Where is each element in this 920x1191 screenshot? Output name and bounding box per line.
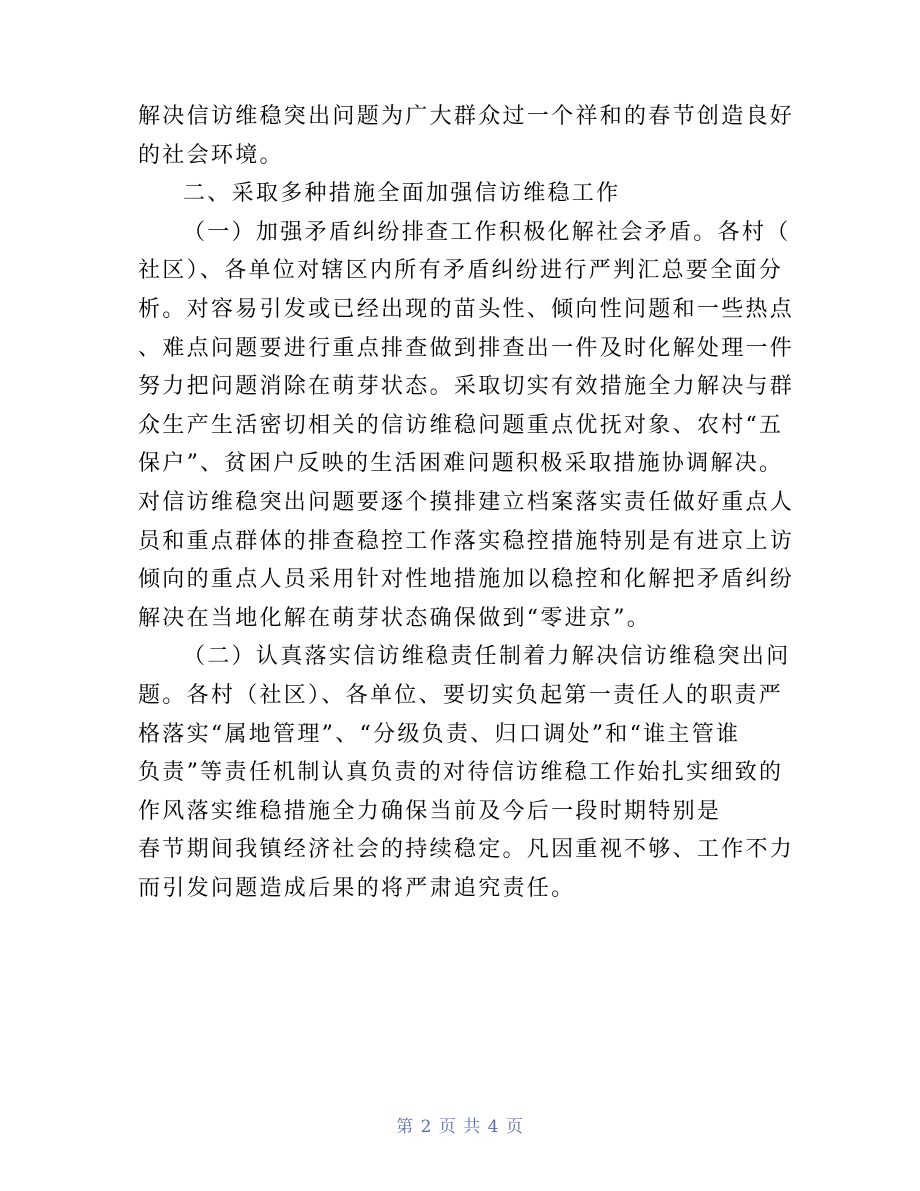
text-line: 保户”、贫困户反映的生活困难问题积极采取措施协调解决。: [138, 451, 784, 477]
text-line: 员和重点群体的排查稳控工作落实稳控措施特别是有进京上访: [138, 528, 795, 554]
document-body: [138, 98, 798, 908]
text-line: 解决信访维稳突出问题为广大群众过一个祥和的春节创造良好: [138, 104, 795, 129]
text-line: 努力把问题消除在萌芽状态。采取切实有效措施全力解决与群: [138, 374, 795, 400]
text-line: 对信访维稳突出问题要逐个摸排建立档案落实责任做好重点人: [138, 489, 795, 515]
text-line: 解决在当地化解在萌芽状态确保做到“零进京”。: [138, 605, 652, 631]
text-line: 春节期间我镇经济社会的持续稳定。凡因重视不够、工作不力: [138, 837, 795, 863]
text-line: 众生产生活密切相关的信访维稳问题重点优抚对象、农村“五: [138, 412, 784, 438]
text-line: 的社会环境。: [138, 142, 284, 168]
text-line: 析。对容易引发或已经出现的苗头性、倾向性问题和一些热点: [138, 296, 795, 322]
text-line: 、难点问题要进行重点排查做到排查出一件及时化解处理一件: [138, 335, 795, 361]
text-line: 作风落实维稳措施全力确保当前及今后一段时期特别是: [138, 798, 722, 824]
text-line: 而引发问题造成后果的将严肃追究责任。: [138, 875, 576, 901]
text-line: 倾向的重点人员采用针对性地措施加以稳控和化解把矛盾纠纷: [138, 567, 795, 593]
text-line: 社区）、各单位对辖区内所有矛盾纠纷进行严判汇总要全面分: [138, 258, 784, 284]
text-line: 题。各村（社区）、各单位、要切实负起第一责任人的职责严: [138, 682, 784, 708]
text-line: 格落实“属地管理”、“分级负责、归口调处”和“谁主管谁: [138, 721, 741, 747]
text-line: （二）认真落实信访维稳责任制着力解决信访维稳突出问: [183, 644, 791, 670]
text-line: （一）加强矛盾纠纷排查工作积极化解社会矛盾。各村（: [183, 219, 791, 245]
section-heading: 二、采取多种措施全面加强信访维稳工作: [183, 181, 621, 207]
text-line: 负责”等责任机制认真负责的对待信访维稳工作始扎实细致的: [138, 760, 784, 786]
page-number-footer: 第 2 页 共 4 页: [396, 1117, 524, 1137]
